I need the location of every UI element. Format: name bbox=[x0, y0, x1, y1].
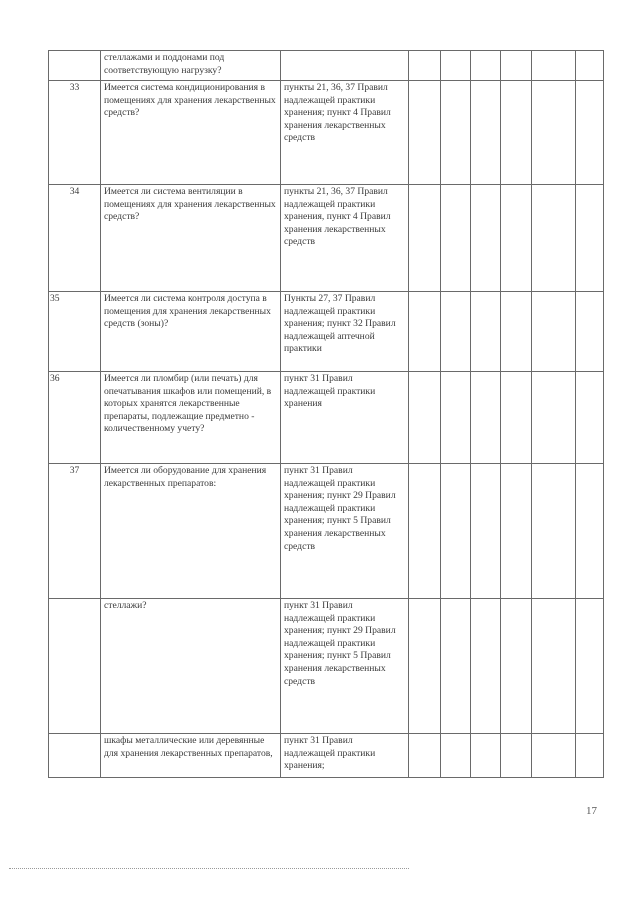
answer-cell bbox=[471, 185, 501, 292]
answer-cell bbox=[532, 185, 576, 292]
answer-cell bbox=[441, 734, 471, 778]
row-number: 37 bbox=[49, 464, 101, 599]
legal-reference: пункты 21, 36, 37 Правил надлежащей практики хранения; пункт 4 Правил хранения лекарственных средств bbox=[281, 81, 409, 185]
answer-cell bbox=[441, 292, 471, 372]
checklist-table bbox=[48, 50, 604, 778]
answer-cell bbox=[501, 81, 532, 185]
requirement-question: Имеется ли оборудование для хранения лекарственных препаратов: bbox=[101, 464, 281, 599]
requirement-question: Имеется ли система вентиляции в помещениях для хранения лекарственных средств? bbox=[101, 185, 281, 292]
answer-cell bbox=[576, 599, 604, 734]
row-number: 36 bbox=[49, 372, 101, 464]
row-number: 35 bbox=[49, 292, 101, 372]
table-row bbox=[49, 599, 604, 734]
answer-cell bbox=[409, 599, 441, 734]
answer-cell bbox=[576, 464, 604, 599]
legal-reference: пункт 31 Правил надлежащей практики хранения bbox=[281, 372, 409, 464]
answer-cell bbox=[576, 372, 604, 464]
table-row bbox=[49, 372, 604, 464]
requirement-question: Имеется ли пломбир (или печать) для опечатывания шкафов или помещений, в которых хранятся лекарственные препараты, подлежащие предметно - количественному учету? bbox=[101, 372, 281, 464]
answer-cell bbox=[471, 734, 501, 778]
answer-cell bbox=[471, 51, 501, 81]
row-number bbox=[49, 734, 101, 778]
requirement-question: шкафы металлические или деревянные для хранения лекарственных препаратов, bbox=[101, 734, 281, 778]
row-number: 34 bbox=[49, 185, 101, 292]
answer-cell bbox=[576, 81, 604, 185]
answer-cell bbox=[409, 734, 441, 778]
answer-cell bbox=[532, 51, 576, 81]
answer-cell bbox=[409, 185, 441, 292]
requirement-question: стеллажи? bbox=[101, 599, 281, 734]
answer-cell bbox=[441, 185, 471, 292]
answer-cell bbox=[576, 185, 604, 292]
requirement-question: Имеется ли система контроля доступа в помещения для хранения лекарственных средств (зоны)? bbox=[101, 292, 281, 372]
page-number: 17 bbox=[586, 805, 597, 817]
answer-cell bbox=[409, 51, 441, 81]
table-row bbox=[49, 81, 604, 185]
legal-reference: пункт 31 Правил надлежащей практики хранения; пункт 29 Правил надлежащей практики хранения; пункт 5 Правил хранения лекарственных средств bbox=[281, 464, 409, 599]
answer-cell bbox=[409, 81, 441, 185]
answer-cell bbox=[409, 292, 441, 372]
answer-cell bbox=[501, 51, 532, 81]
table-row bbox=[49, 464, 604, 599]
table-row bbox=[49, 734, 604, 778]
legal-reference: Пункты 27, 37 Правил надлежащей практики хранения; пункт 32 Правил надлежащей аптечной практики bbox=[281, 292, 409, 372]
answer-cell bbox=[441, 372, 471, 464]
table-row bbox=[49, 292, 604, 372]
requirement-question: стеллажами и поддонами под соответствующую нагрузку? bbox=[101, 51, 281, 81]
row-number bbox=[49, 599, 101, 734]
answer-cell bbox=[471, 599, 501, 734]
answer-cell bbox=[532, 734, 576, 778]
footer-divider bbox=[9, 868, 409, 869]
answer-cell bbox=[576, 292, 604, 372]
answer-cell bbox=[471, 372, 501, 464]
table-row bbox=[49, 51, 604, 81]
answer-cell bbox=[471, 464, 501, 599]
answer-cell bbox=[441, 464, 471, 599]
legal-reference: пункты 21, 36, 37 Правил надлежащей практики хранения, пункт 4 Правил хранения лекарственных средств bbox=[281, 185, 409, 292]
answer-cell bbox=[532, 292, 576, 372]
answer-cell bbox=[471, 81, 501, 185]
answer-cell bbox=[441, 81, 471, 185]
answer-cell bbox=[501, 372, 532, 464]
answer-cell bbox=[532, 372, 576, 464]
answer-cell bbox=[532, 81, 576, 185]
answer-cell bbox=[409, 372, 441, 464]
answer-cell bbox=[501, 734, 532, 778]
answer-cell bbox=[501, 292, 532, 372]
answer-cell bbox=[409, 464, 441, 599]
answer-cell bbox=[501, 185, 532, 292]
answer-cell bbox=[576, 51, 604, 81]
requirement-question: Имеется система кондиционирования в помещениях для хранения лекарственных средств? bbox=[101, 81, 281, 185]
row-number bbox=[49, 51, 101, 81]
answer-cell bbox=[532, 464, 576, 599]
answer-cell bbox=[576, 734, 604, 778]
answer-cell bbox=[501, 464, 532, 599]
answer-cell bbox=[441, 51, 471, 81]
legal-reference: пункт 31 Правил надлежащей практики хранения; bbox=[281, 734, 409, 778]
legal-reference bbox=[281, 51, 409, 81]
answer-cell bbox=[501, 599, 532, 734]
row-number: 33 bbox=[49, 81, 101, 185]
answer-cell bbox=[471, 292, 501, 372]
answer-cell bbox=[532, 599, 576, 734]
table-row bbox=[49, 185, 604, 292]
legal-reference: пункт 31 Правил надлежащей практики хранения; пункт 29 Правил надлежащей практики хранения; пункт 5 Правил хранения лекарственных средств bbox=[281, 599, 409, 734]
answer-cell bbox=[441, 599, 471, 734]
